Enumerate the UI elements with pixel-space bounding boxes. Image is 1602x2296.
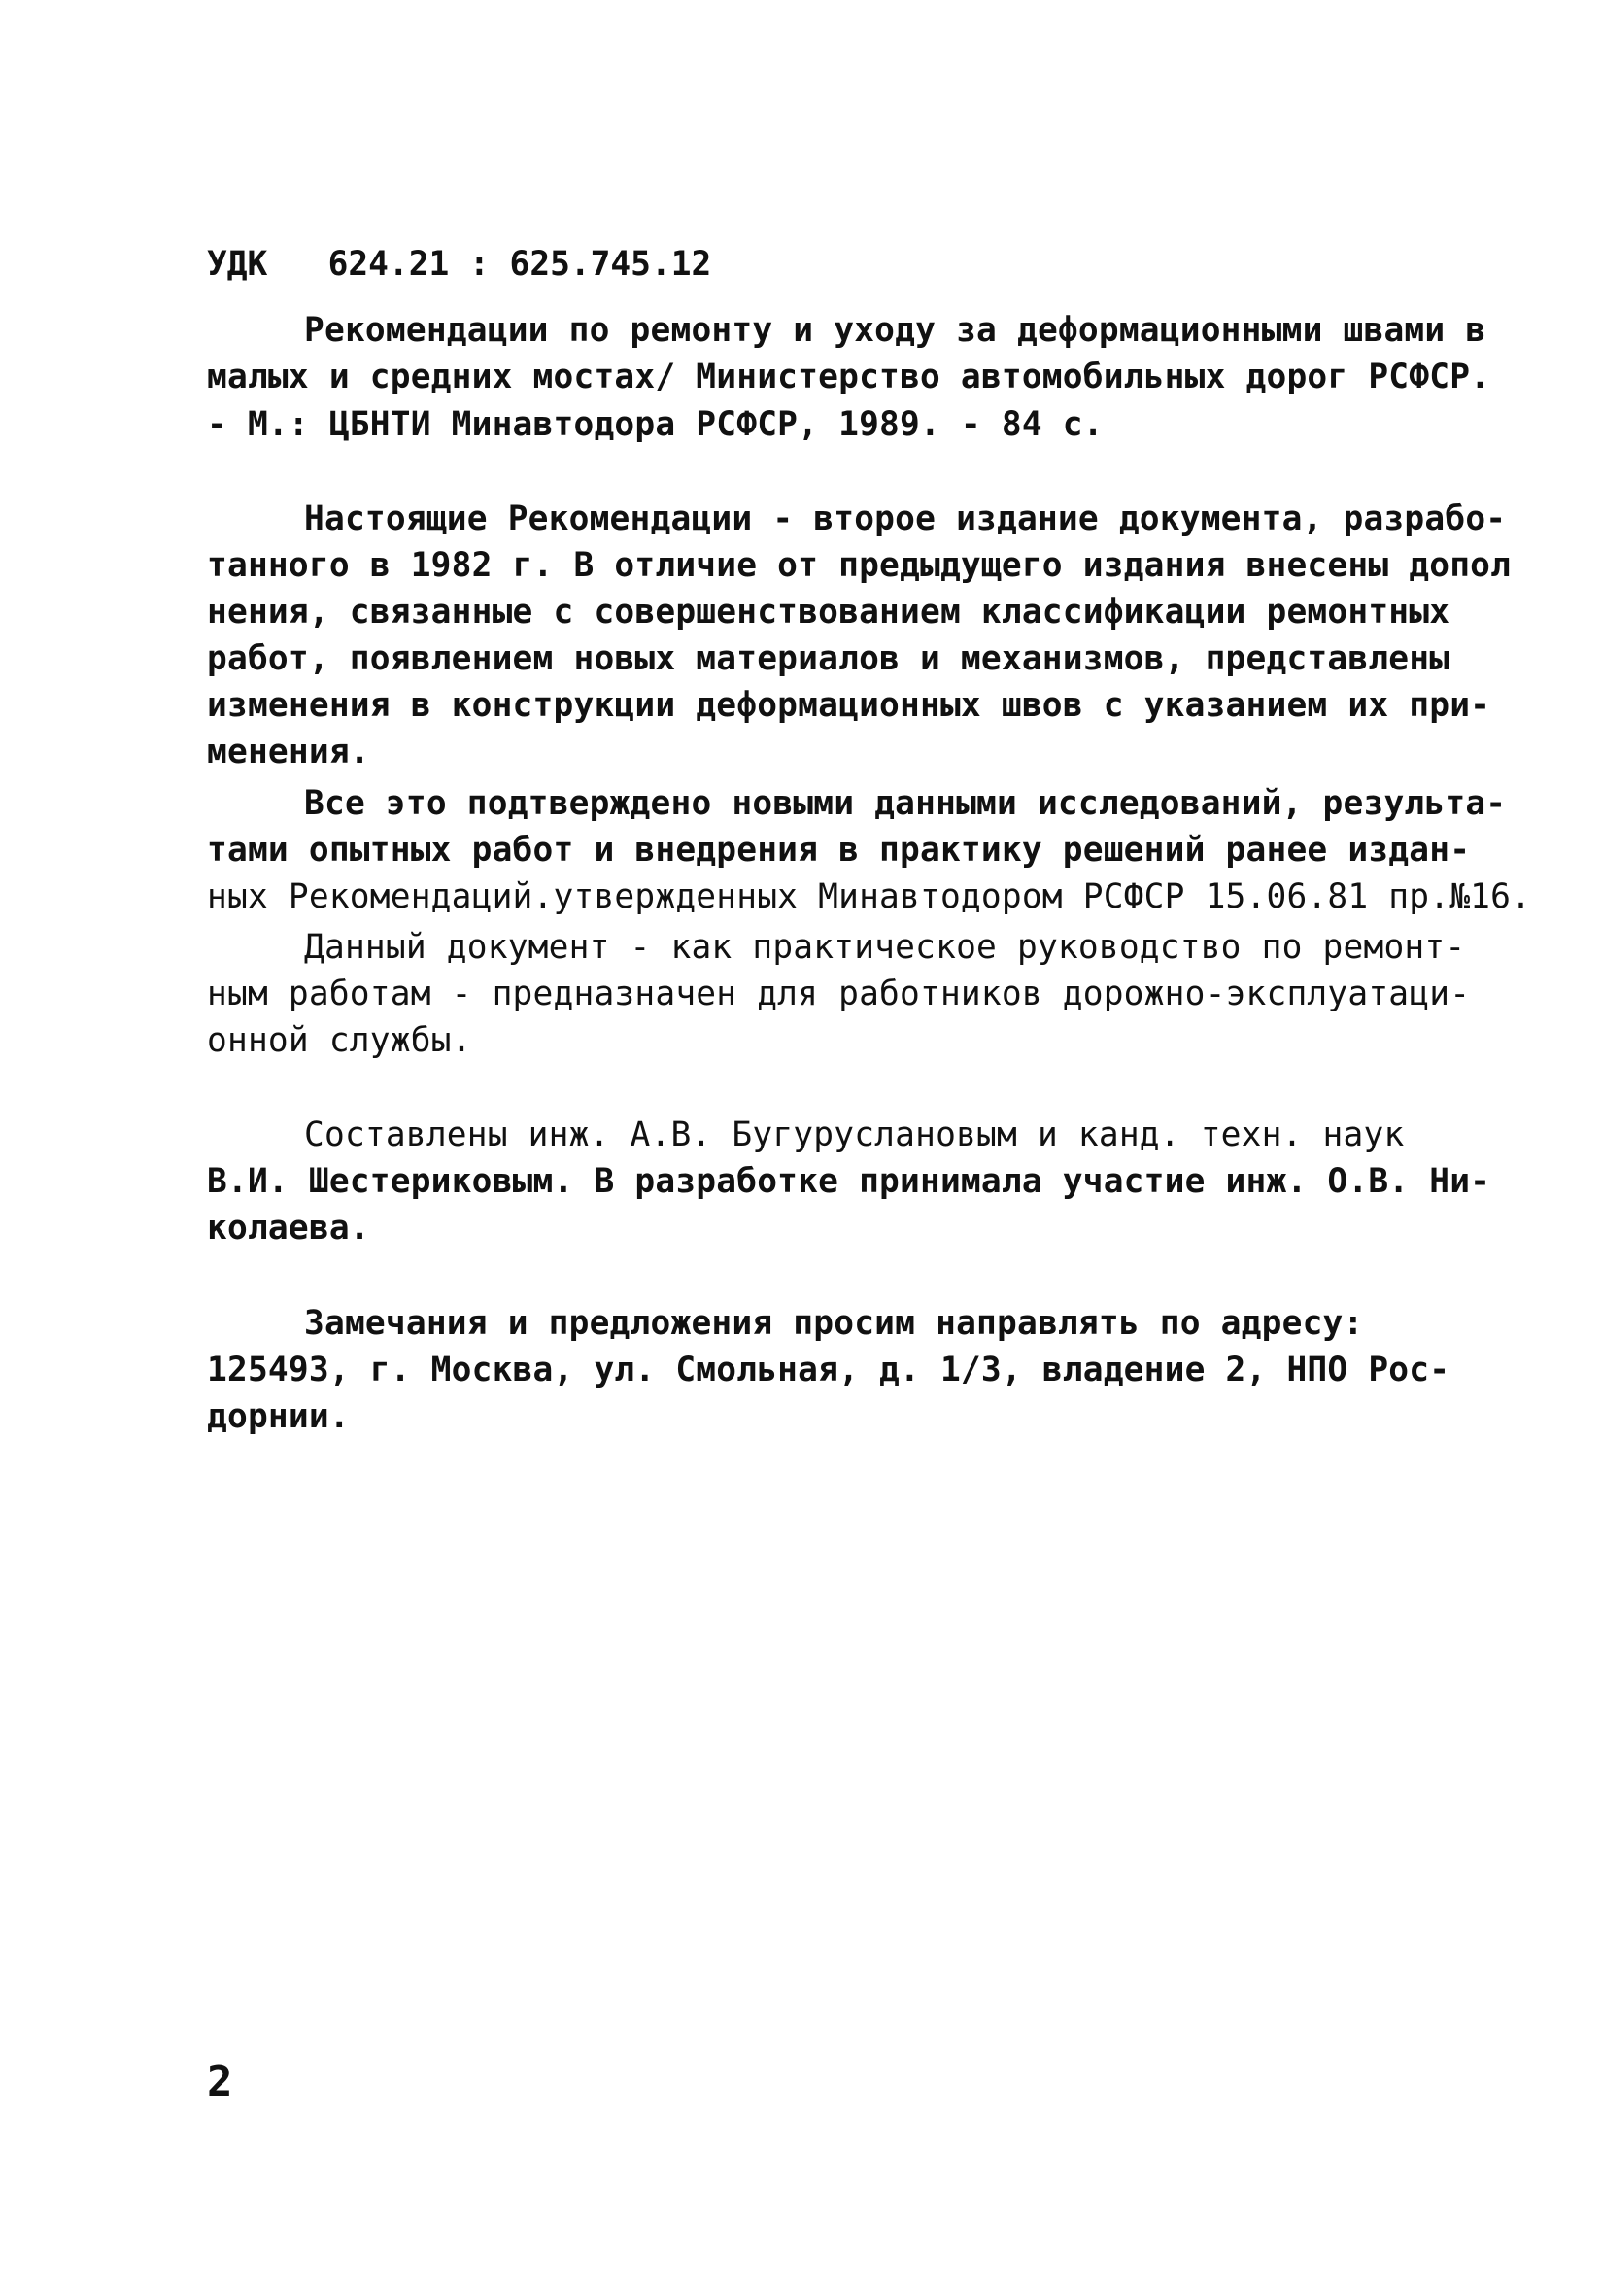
page-number: 2 (207, 2057, 233, 2107)
abstract-p1-line-4: работ, появлением новых материалов и механизмов, представлены (207, 639, 1450, 678)
abstract-p2-line-3: ных Рекомендаций.утвержденных Минавтодором РСФСР 15.06.81 пр.№16. (207, 877, 1532, 916)
authors-line-2: В.И. Шестериковым. В разработке принимала участие инж. О.В. Ни- (207, 1162, 1491, 1201)
address-line-1: Замечания и предложения просим направлять по адресу: (304, 1304, 1364, 1343)
authors-line-1: Составлены инж. А.В. Бугуруслановым и канд. техн. наук (304, 1115, 1405, 1154)
bibliography-line-1: Рекомендации по ремонту и уходу за деформационными швами в (304, 311, 1486, 350)
abstract-p3-line-2: ным работам - предназначен для работников дорожно-эксплуатаци- (207, 975, 1471, 1013)
abstract-p1-line-5: изменения в конструкции деформационных швов с указанием их при- (207, 686, 1491, 725)
abstract-p1-line-1: Настоящие Рекомендации - второе издание документа, разрабо- (304, 499, 1507, 538)
address-line-2: 125493, г. Москва, ул. Смольная, д. 1/3, владение 2, НПО Рос- (207, 1351, 1450, 1389)
authors-line-3: колаева. (207, 1209, 370, 1248)
abstract-p3-line-3: онной службы. (207, 1021, 472, 1060)
abstract-p1-line-2: танного в 1982 г. В отличие от предыдущего издания внесены допол (207, 546, 1512, 585)
udk-code: 624.21 : 625.745.12 (327, 245, 712, 284)
address-line-3: дорнии. (207, 1397, 350, 1436)
bibliography-line-2: малых и средних мостах/ Министерство автомобильных дорог РСФСР. (207, 358, 1491, 396)
abstract-p3-line-1: Данный документ - как практическое руководство по ремонт- (304, 928, 1466, 967)
abstract-p2-line-1: Все это подтверждено новыми данными исследований, результа- (304, 784, 1507, 823)
abstract-p1-line-6: менения. (207, 733, 370, 771)
abstract-p2-line-2: тами опытных работ и внедрения в практику решений ранее издан- (207, 831, 1471, 870)
udk-line (207, 241, 711, 288)
udk-label: УДК (207, 245, 268, 284)
bibliography-line-3: - М.: ЦБНТИ Минавтодора РСФСР, 1989. - 84 с. (207, 405, 1104, 444)
abstract-p1-line-3: нения, связанные с совершенствованием классификации ремонтных (207, 593, 1450, 632)
